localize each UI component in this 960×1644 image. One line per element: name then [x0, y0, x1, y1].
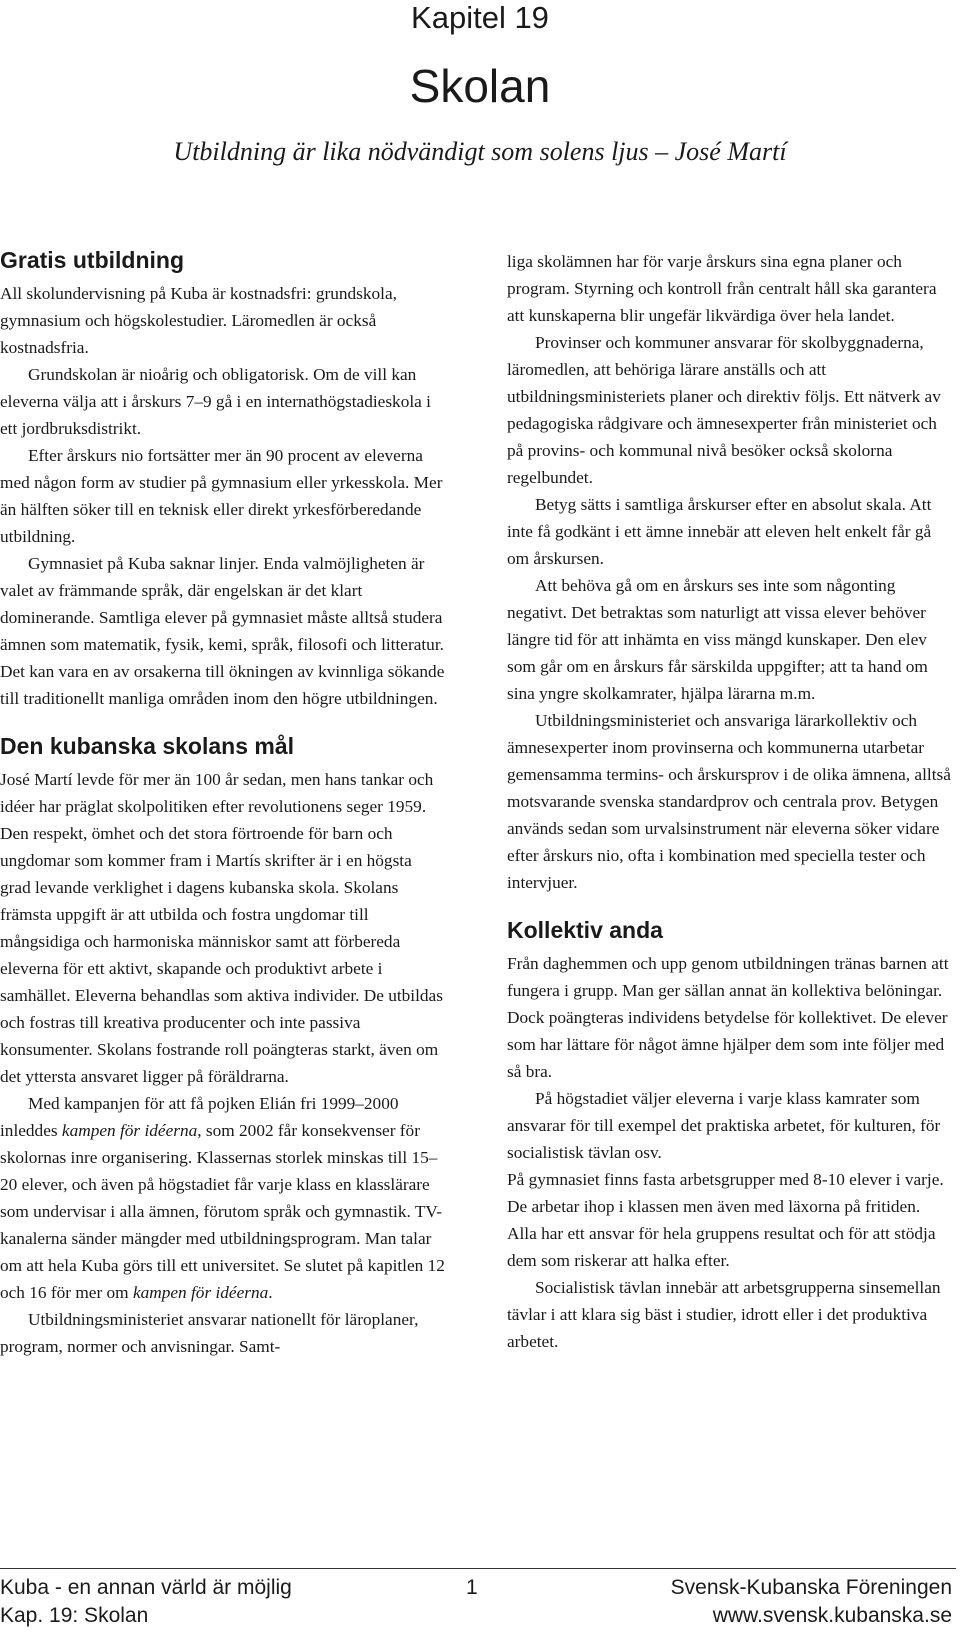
page-number: 1	[466, 1576, 478, 1599]
footer-chapter: Kap. 19: Skolan	[0, 1604, 149, 1627]
paragraph: Provinser och kommuner ansvarar för skolbyggnaderna, läromedlen, att behöriga lärare anställs och att utbildningsministeriets planer och direktiv följs. Ett nätverk av pedagogiska rådgivare och ämnesexperter från ministeriet och på provins- och kommunal nivå besöker också skolorna regelbundet.	[507, 333, 941, 487]
paragraph: José Martí levde för mer än 100 år sedan, men hans tankar och idéer har präglat skolpolitiken efter revolutionens seger 1959. Den respekt, ömhet och det stora förtroende för barn och ungdomar som kommer fram i Martís skrifter är i en högsta grad levande verklighet i dagens kubanska skola. Skolans främsta uppgift är att utbilda och fostra ungdomar till mångsidiga och harmoniska människor samt att förbereda eleverna för ett aktivt, skapande och produktivt arbete i samhället. Eleverna behandlas som aktiva individer. De utbildas och fostras till kreativa producenter och inte passiva konsumenter. Skolans fostrande roll poängteras starkt, även om det yttersta ansvaret ligger på föräldrarna.	[0, 770, 443, 1086]
footer-website-link[interactable]: www.svensk.kubanska.se	[712, 1604, 952, 1627]
paragraph: Utbildningsministeriet och ansvariga lärarkollektiv och ämnesexperter inom provinserna och kommunerna utarbetar gemensamma termins- och årskursprov i de olika ämnena, alltså motsvarande svenska standardprov och centrala prov. Betygen används sedan som urvalsinstrument när eleverna söker vidare efter årskurs nio, ofta i kombination med speciella tester och intervjuer.	[507, 711, 951, 892]
paragraph: liga skolämnen har för varje årskurs sina egna planer och program. Styrning och kontroll från centralt håll ska garantera att kunskaperna blir ungefär likvärdiga över hela landet.	[507, 252, 937, 325]
paragraph: All skolundervisning på Kuba är kostnadsfri: grundskola, gymnasium och högskolestudier. Läromedlen är också kostnadsfria.	[0, 284, 397, 357]
footer-book-title: Kuba - en annan värld är möjlig	[0, 1576, 292, 1599]
paragraph: Socialistisk tävlan innebär att arbetsgrupperna sinsemellan tävlar i att klara sig bäst i studier, idrott eller i det produktiva arbetet.	[507, 1278, 941, 1351]
paragraph: Efter årskurs nio fortsätter mer än 90 procent av eleverna med någon form av studier på gymnasium eller yrkesskola. Mer än hälften söker till en teknisk eller direkt yrkesförberedande utbildning.	[0, 446, 443, 546]
section-heading-kollektiv-anda: Kollektiv anda	[507, 917, 663, 943]
footer-organization: Svensk-Kubanska Föreningen	[670, 1576, 952, 1599]
paragraph: Att behöva gå om en årskurs ses inte som någonting negativt. Det betraktas som naturligt att vissa elever behöver längre tid för att inhämta en viss mängd kunskaper. Den elev som går om en årskurs får särskilda uppgifter; att ta hand om sina yngre skolkamrater, hjälpa lärarna m.m.	[507, 576, 928, 703]
emphasis: kampen för idéerna	[61, 1121, 198, 1140]
paragraph: På högstadiet väljer eleverna i varje klass kamrater som ansvarar för till exempel det praktiska arbetet, för kulturen, för socialistisk tävlan osv.	[507, 1089, 941, 1162]
page-title: Skolan	[409, 60, 551, 112]
paragraph: Grundskolan är nioårig och obligatorisk. Om de vill kan eleverna välja att i årskurs 7–9 gå i en internathögstadieskola i ett jordbruksdistrikt.	[0, 365, 431, 438]
text-run: Med kampanjen för att få pojken Elián fri 1999–2000 inleddes	[0, 1094, 399, 1140]
left-column	[0, 246, 445, 1360]
section-heading-gratis-utbildning: Gratis utbildning	[0, 247, 184, 273]
footer-divider	[0, 1568, 956, 1569]
paragraph: På gymnasiet finns fasta arbetsgrupper med 8-10 elever i varje. De arbetar ihop i klassen men även med läxorna på fritiden. Alla har ett ansvar för hela gruppens resultat och för att stödja dem som riskerar att halka efter.	[507, 1170, 944, 1270]
section-heading-skolans-mal: Den kubanska skolans mål	[0, 733, 295, 759]
paragraph	[0, 1090, 445, 1306]
right-column	[507, 248, 952, 1355]
chapter-label: Kapitel 19	[411, 0, 549, 35]
text-run: , som 2002 får konsekvenser för skolornas inre organisering. Klassernas storlek minskas till 15–20 elever, och även på högstadiet får varje klass en klasslärare som undervisar i alla ämnen, förutom språk och gymnastik. TV-kanalerna sänder mängder med utbildningsprogram. Man talar om att hela Kuba görs till ett universitet. Se slutet på kapitlen 12 och 16 för mer om	[0, 1121, 445, 1302]
paragraph: Utbildningsministeriet ansvarar nationellt för läroplaner, program, normer och anvisningar. Samt-	[0, 1310, 419, 1356]
text-run: .	[268, 1283, 273, 1302]
emphasis: kampen för idéerna	[132, 1283, 269, 1302]
paragraph: Gymnasiet på Kuba saknar linjer. Enda valmöjligheten är valet av främmande språk, där engelskan är det klart dominerande. Samtliga elever på gymnasiet måste alltså studera ämnen som matematik, fysik, kemi, språk, filosofi och litteratur. Det kan vara en av orsakerna till ökningen av kvinnliga sökande till traditionellt manliga områden inom den högre utbildningen.	[0, 554, 445, 708]
epigraph: Utbildning är lika nödvändigt som solens ljus – José Martí	[173, 137, 787, 166]
paragraph: Från daghemmen och upp genom utbildningen tränas barnen att fungera i grupp. Man ger sällan annat än kollektiva belöningar. Dock poängteras individens betydelse för kollektivet. De elever som har lättare för något ämne hjälper dem som inte följer med så bra.	[507, 954, 949, 1081]
paragraph: Betyg sätts i samtliga årskurser efter en absolut skala. Att inte få godkänt i ett ämne innebär att eleven helt enkelt får gå om årskursen.	[507, 495, 932, 568]
